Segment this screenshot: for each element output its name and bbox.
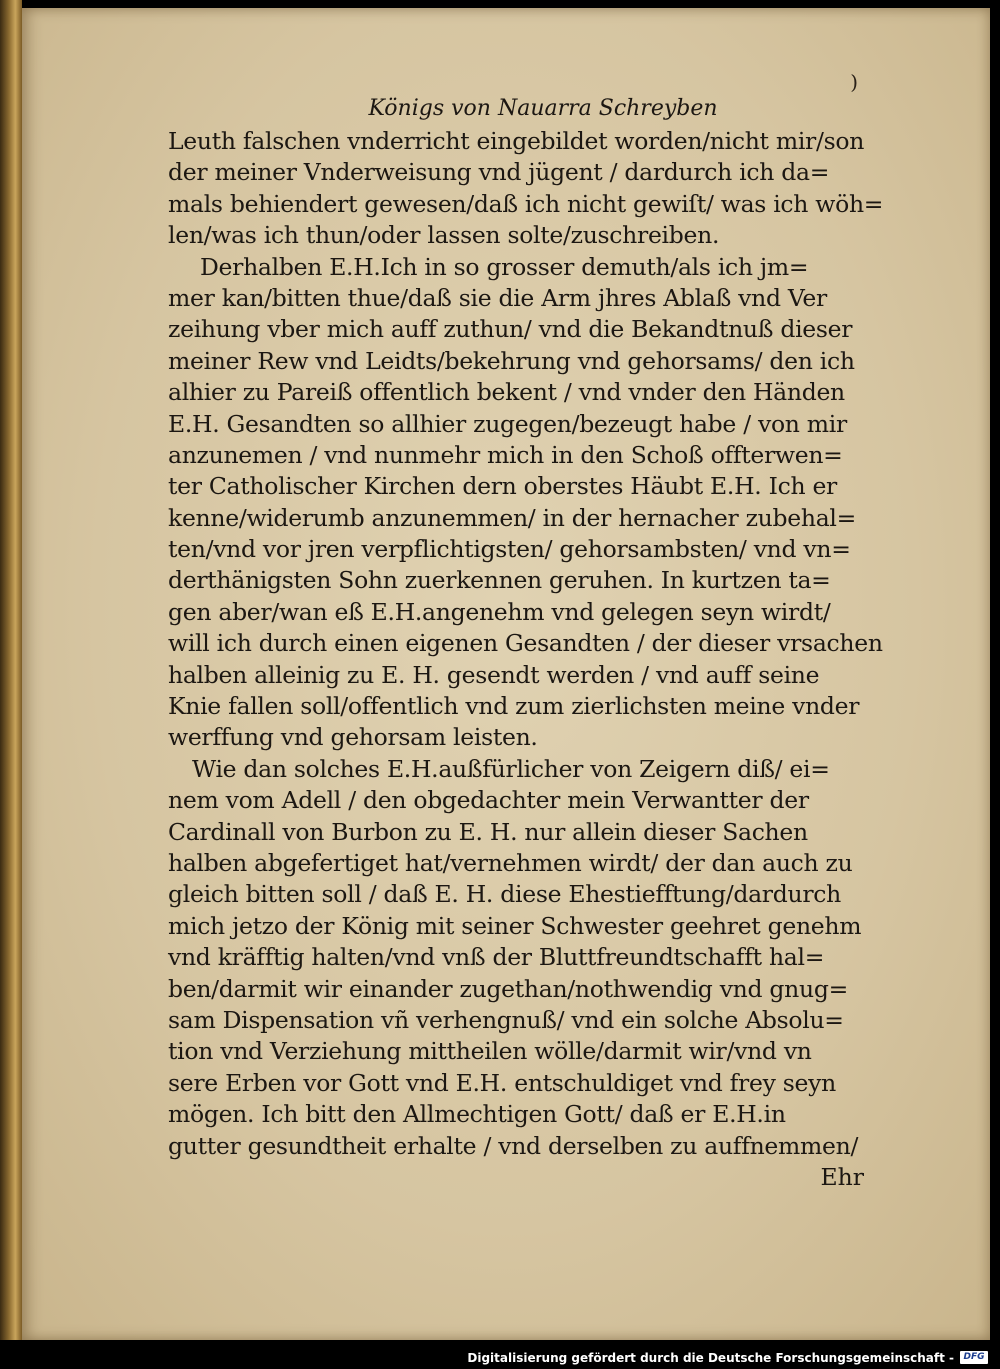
- corner-mark: ): [850, 70, 858, 94]
- text-line: Derhalben E.H.Ich in so grosser demuth/als ich jm=: [200, 252, 809, 281]
- funding-credit: Digitalisierung gefördert durch die Deutsche Forschungsgemeinschaft -: [467, 1351, 954, 1365]
- text-line: der meiner Vnderweisung vnd jügent / dardurch ich da=: [168, 158, 830, 187]
- text-line: derthänigsten Sohn zuerkennen geruhen. In kurtzen ta=: [168, 566, 831, 595]
- text-line: Knie fallen soll/offentlich vnd zum zierlichsten meine vnder: [168, 692, 860, 721]
- text-line: len/was ich thun/oder lassen solte/zuschreiben.: [168, 221, 720, 250]
- text-line: sam Dispensation vñ verhengnuß/ vnd ein solche Absolu=: [168, 1005, 844, 1034]
- text-line: kenne/widerumb anzunemmen/ in der hernacher zubehal=: [168, 503, 857, 532]
- text-line: tion vnd Verziehung mittheilen wölle/darmit wir/vnd vn: [168, 1037, 812, 1066]
- text-line: meiner Rew vnd Leidts/bekehrung vnd gehorsams/ den ich: [168, 346, 855, 375]
- text-line: nem vom Adell / den obgedachter mein Verwantter der: [168, 786, 809, 815]
- text-line: alhier zu Pareiß offentlich bekent / vnd vnder den Händen: [168, 378, 845, 407]
- text-line: will ich durch einen eigenen Gesandten / der dieser vrsachen: [168, 629, 883, 658]
- text-line: ter Catholischer Kirchen dern oberstes Häubt E.H. Ich er: [168, 472, 837, 501]
- text-line: ten/vnd vor jren verpflichtigsten/ gehorsambsten/ vnd vn=: [168, 535, 851, 564]
- text-line: halben alleinig zu E. H. gesendt werden / vnd auff seine: [168, 660, 820, 689]
- text-line: sere Erben vor Gott vnd E.H. entschuldiget vnd frey seyn: [168, 1068, 836, 1097]
- text-line: Cardinall von Burbon zu E. H. nur allein dieser Sachen: [168, 817, 808, 846]
- text-line: Wie dan solches E.H.außfürlicher von Zeigern diß/ ei=: [192, 754, 830, 783]
- page-text: [168, 92, 888, 1193]
- text-line: vnd kräfftig halten/vnd vnß der Bluttfreundtschafft hal=: [168, 943, 825, 972]
- dfg-logo: DFG: [960, 1351, 988, 1364]
- text-line: mer kan/bitten thue/daß sie die Arm jhres Ablaß vnd Ver: [168, 283, 827, 312]
- book-edge: [0, 0, 22, 1340]
- text-line: mögen. Ich bitt den Allmechtigen Gott/ daß er E.H.in: [168, 1100, 786, 1129]
- text-line: werffung vnd gehorsam leisten.: [168, 723, 538, 752]
- text-line: Leuth falschen vnderricht eingebildet worden/nicht mir/son: [168, 127, 865, 155]
- text-line: gleich bitten soll / daß E. H. diese Ehestiefftung/dardurch: [168, 880, 841, 909]
- text-line: anzunemen / vnd nunmehr mich in den Schoß offterwen=: [168, 440, 843, 469]
- text-line: zeihung vber mich auff zuthun/ vnd die Bekandtnuß dieser: [168, 315, 853, 344]
- text-line: gutter gesundtheit erhalte / vnd derselben zu auffnemmen/: [168, 1131, 859, 1160]
- text-line: mals behiendert gewesen/daß ich nicht gewiſt/ was ich wöh=: [168, 189, 884, 218]
- text-line: halben abgefertiget hat/vernehmen wirdt/ der dan auch zu: [168, 848, 853, 877]
- text-line: ben/darmit wir einander zugethan/nothwendig vnd gnug=: [168, 974, 848, 1003]
- catchword: Ehr: [820, 1162, 864, 1191]
- text-line: E.H. Gesandten so allhier zugegen/bezeugt habe / von mir: [168, 409, 847, 438]
- text-line: gen aber/wan eß E.H.angenehm vnd gelegen seyn wirdt/: [168, 597, 831, 626]
- text-line: mich jetzo der König mit seiner Schwester geehret genehm: [168, 911, 862, 940]
- running-head: Königs von Nauarra Schreyben: [368, 96, 718, 121]
